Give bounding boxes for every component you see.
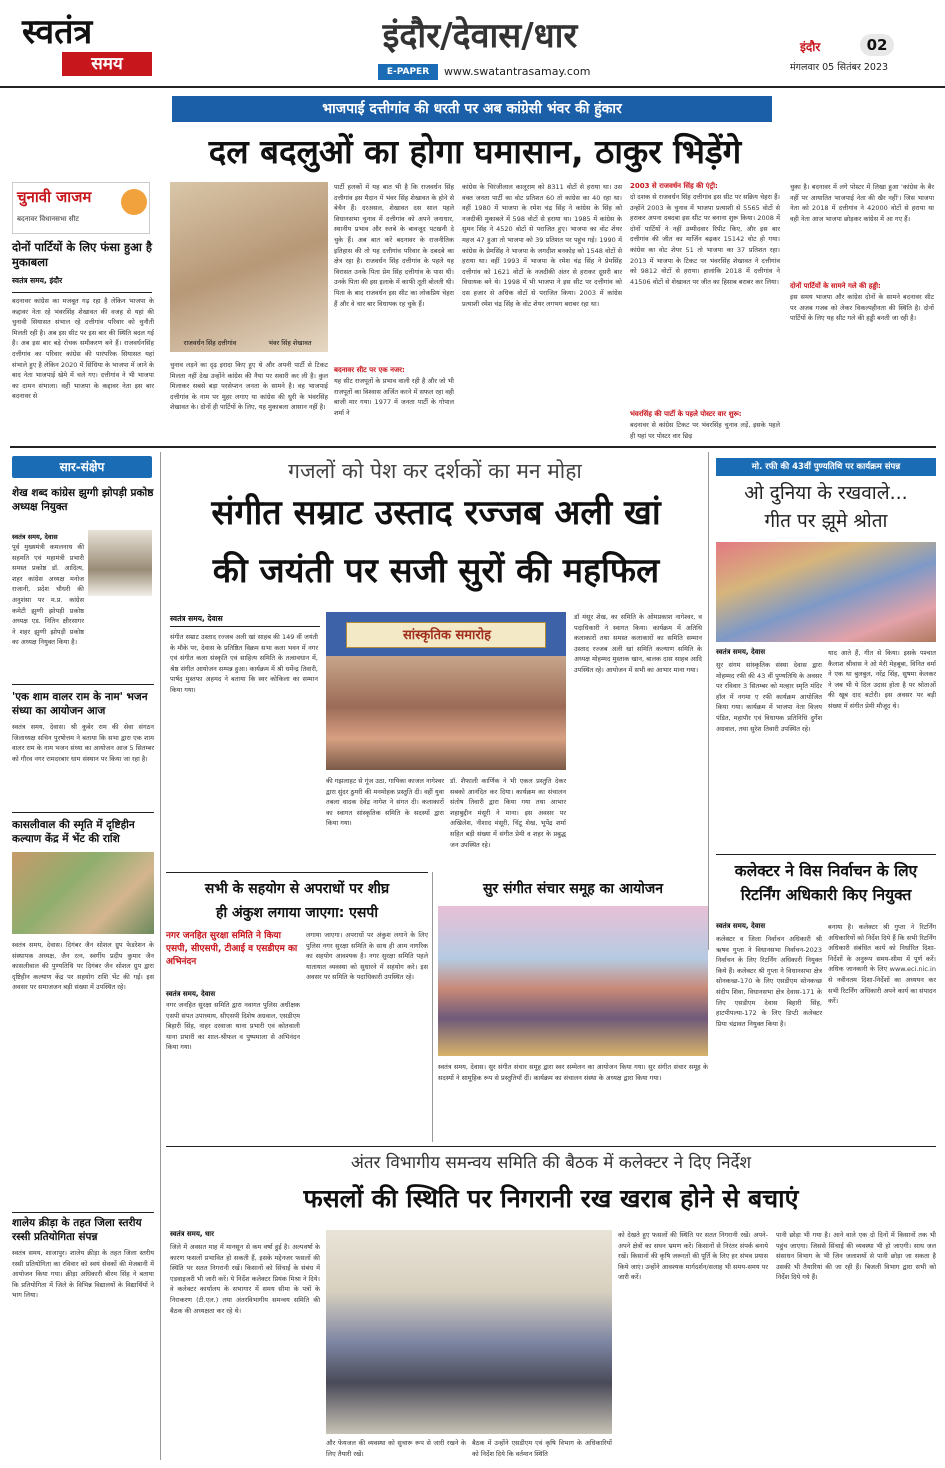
- sidebar-tag: [12, 456, 152, 478]
- website-link[interactable]: www.swatantrasamay.com: [444, 65, 591, 78]
- sidebar-rule-2: [12, 812, 154, 813]
- rafi-headline-2: गीत पर झूमे श्रोता: [764, 510, 888, 532]
- photo-caption-right: भंवर सिंह शेखावत: [268, 339, 312, 347]
- sp-byline: स्वतंत्र समय, देवास: [166, 990, 216, 998]
- newspaper-logo[interactable]: [22, 12, 152, 78]
- sidebar-rule-1: [12, 684, 154, 685]
- photo-caption-left: राजवर्धन सिंह दत्तीगांव: [183, 339, 237, 347]
- sidebar-item1-text: पूर्व मुख्यमंत्री कमलनाथ की सहमति एवं महामंत्री प्रभारी समस्त प्रकोष्ठ डॉ. आदित्य, शहर कांग्रेस अध्यक्ष मनोज राजानी, प्रदेश चौधरी की अनुशंसा पर म.प्र. कांग्रेस कमेटी झुग्गी झोपड़ी प्रकोष्ठ अध्यक्ष एड. नितिन क्षीरसागर ने शहर झुग्गी झोपड़ी प्रकोष्ठ का अध्यक्ष नियुक्त किया है।: [12, 543, 84, 647]
- inter-dept-caption: और फेयजल की व्यवस्था को सुचारू रूप से जारी रखने के लिए तैयारी रखें।: [326, 1439, 466, 1458]
- top-story-col2: चुनाव लड़ने का दृढ़ इरादा किए हुए थे और अपनी पार्टी से टिकट मिलता नहीं देख उन्होंने कांग्रेस की नैया पर सवारी कर ली है। कुल मिलाकर सबसे बड़ा परसेप्शन जनता के सामने है। वह भाजपाई दत्तीगांव के नाम पर मुहर लगाए या कांग्रेस की धुरी के भंवरसिंह शेखावत के। दोनों ही पार्टियों के लिए, यह मुकाबला आसान नहीं है।: [170, 361, 328, 412]
- rafi-event-photo: [716, 542, 936, 642]
- section-divider-1: [10, 446, 936, 448]
- rafi-headline-1: ओ दुनिया के रखवाले...: [744, 482, 908, 504]
- music-story-headline-1: संगीत सम्राट उस्ताद रज्जब अली खां: [211, 493, 661, 533]
- collector-headline-1: कलेक्टर ने विस निर्वाचन के लिए: [734, 862, 918, 880]
- sp-col2: लगाया जाएगा। अपराधों पर अंकुश लगाने के लिए पुलिस नगर सुरक्षा समिति के साथ ही आम नागरिक का सहयोग आवश्यक है। नगर सुरक्षा समिति पहले यातायात व्यवस्था को सुधारने में सहयोग करे। इस अवसर पर समिति के पदाधिकारी उपस्थित रहे।: [306, 931, 428, 982]
- inter-dept-col2: को देखते हुए फसलों की स्थिति पर सतत निगरानी रखें। अपने-अपने क्षेत्रों का सघन भ्रमण करें। किसानों से निरंतर संपर्क बनाये रखें। किसानों की कृषि जरूरतों की पूर्ति के लिए हर संभव प्रयास किये जाएं। उन्होंने आवश्यक मार्गदर्शन/सलाह भी समय-समय पर जारी करें।: [618, 1231, 768, 1282]
- music-story-col1: संगीत सम्राट उस्ताद रज्जब अली खां साहब की 149 वीं जयंती के मौके पर, देवास के प्रतिष्ठित विक्रम सभा कला भवन में नगर एवं संगीत कला संस्कृति एवं साहित्य समिति के तत्वावधान में, श्रेष्ठ संगीत आयोजन सम्पन्न हुआ। कार्यक्रम में श्री धर्मेन्द्र तिवारी, पार्षद मुस्तफा अहमद ने बताया कि स्वर कोकिला का सम्मान किया गया।: [170, 633, 318, 694]
- byline-rule: [12, 292, 152, 293]
- sur-headline: सुर संगीत संचार समूह का आयोजन: [482, 881, 664, 897]
- top-story-col3b: यह सीट राजपूतों के प्रभाव वाली रही है और जो भी राजपूतों का विश्वास अर्जित करने में सफल रहा वही बाजी मार गया। 1977 में जनता पार्टी के गोपाल शर्मा ने: [334, 377, 454, 417]
- music-story-col2: की गझलाहट से गूंज उठा, गायिका काजल नागेश्वर द्वारा सुंदर ठुमरी की मनमोहक प्रस्तुति दी। वहीं युवा तबला वादक देवेंद्र नागेश ने संगत दी। कलाकारों का स्वागत सांस्कृतिक समिति के सदस्यों द्वारा किया गया।: [326, 777, 444, 828]
- sidebar-item4-text: स्वतंत्र समय, शाजापुर। शालेय क्रीड़ा के तहत जिला स्तरीय रस्सी प्रतियोगिता का रविवार को स्वयं सेवकों की मेजबानी में आयोजन किया गया। क्रीड़ा अधिकारी बीरम सिंह ने बताया कि प्रतियोगिता में जिले के विभिन्न विद्यालयों के विद्यार्थियों ने भाग लिया।: [12, 1249, 154, 1300]
- right-divider-1: [716, 854, 936, 855]
- top-story-byline: स्वतंत्र समय, इंदौर: [12, 276, 63, 285]
- mid-vertical-rule: [708, 452, 709, 950]
- top-story-headline: दल बदलुओं का होगा घमासान, ठाकुर भिड़ेंगे: [208, 132, 742, 171]
- rafi-story-tag: मो. रफी की 43वीं पुण्यतिथि पर कार्यक्रम संपन्न: [751, 462, 901, 472]
- collector-col1: कलेक्टर व जिला निर्वाचन अधिकारी श्री ऋषव गुप्ता ने विधानसभा निर्वाचन-2023 निर्वाचन के लिए रिटर्निंग अधिकारी नियुक्त किये हैं। कलेक्टर श्री गुप्ता ने विधानसभा क्षेत्र सोनकच्छ-170 के लिए एसडीएम सोनकच्छ संदीप शिवा, विधानसभा क्षेत्र देवास-171 के लिए एसडीएम देवास बिहारी सिंह, हाटपीपल्या-172 के लिए डिप्टी कलेक्टर प्रिया चंद्रावत नियुक्त किया है।: [716, 935, 822, 1028]
- page-number: 02: [860, 34, 894, 56]
- rafi-byline: स्वतंत्र समय, देवास: [716, 648, 766, 656]
- collector-col2: बनाया है। कलेक्टर श्री गुप्ता ने रिटर्निंग अधिकारियों को निर्देश दिये हैं कि सभी रिटर्निंग अधिकारी संबंधित कार्य को निर्धारित दिशा-निर्देशों के अनुरूप समय-सीमा में पूर्ण करें। अधिक जानकारी के लिए www.eci.nic.in से नवीनतम दिशा-निर्देशों का अध्ययन कर सभी रिटर्निंग अधिकारी अपने कार्य का संपादन करें।: [828, 923, 936, 1006]
- inter-dept-headline: फसलों की स्थिति पर निगरानी रख खराब होने से बचाएं: [303, 1184, 799, 1213]
- sp-subhead: नगर जनहित सुरक्षा समिति ने किया एसपी, सीएसपी, टीआई व एसडीएम का अभिनंदन: [166, 931, 298, 967]
- top-story-col1: बदनावर कांग्रेस का मजबूत गढ़ रहा है लेकिन भाजपा के कद्दावर नेता रहे भंवरसिंह शेखावत की वजह से यहां की चुनावी सियासत संभाल रहे दत्तीगांव परिवार को चुनौती मिलती रही है। अब इस सीट पर इस बार की स्थिति बदल गई है। अब इस बार बड़े रोचक समीकरण बने हैं। राजवर्धनसिंह दत्तीगांव का परिवार कांग्रेस की पारंपरिक सियासत यहां संभाले हुए है लेकिन 2020 में सिंधिया के भाजपा में जाने के बाद नेता भाजपाई खेमे में चले गए। दत्तीगांव ने भी भाजपा का दामन संभाला। वहीं भाजपा के कद्दावर नेता इस बार बदनावर से: [12, 297, 154, 401]
- sidebar-tag-text: सार-संक्षेप: [59, 460, 105, 474]
- rafi-col1: सुर संगम सांस्कृतिक संस्था देवास द्वारा मोहम्मद रफी की 43 वीं पुण्यतिथि के अवसर पर रविवार 3 सितम्बर को मल्हार स्मृति मंदिर हॉल में नगमा ए रफी कार्यक्रम आयोजित किया गया। कार्यक्रम में भाजपा नेता विजय पंडित, महापौर एवं विधायक प्रतिनिधि दुर्गेश अग्रवाल, तथा सुरेश तिवारी उपस्थित रहे।: [716, 661, 822, 733]
- epaper-label: E-PAPER: [378, 64, 438, 80]
- epaper-bar: [378, 64, 618, 80]
- sur-caption: स्वतंत्र समय, देवास। सुर संगीत संचार समूह द्वारा स्वर सम्मेलन का आयोजन किया गया। सुर संगीत संचार समूह के सदस्यों ने सामूहिक रूप से प्रस्तुतियाँ दीं। कार्यक्रम का संचालन संस्था के अध्यक्ष द्वारा किया गया।: [438, 1063, 708, 1082]
- inter-dept-kicker: अंतर विभागीय समन्वय समिति की बैठक में कलेक्टर ने दिए निर्देश: [350, 1153, 752, 1173]
- section-divider-2: [166, 1146, 936, 1147]
- top-story-col3: पार्टी हलकों में यह बात भी है कि राजवर्धन सिंह दत्तीगांव इस मैदान में भंवर सिंह शेखावत के होने से बेचैन हैं। दरअसल, शेखावत दस साल पहले विधानसभा चुनाव में दत्तीगांव को अपने जनाधार, स्थानीय प्रभाव और रुतबे के बावजूद पटखनी दे चुके हैं। अब बात करें बदनावर के राजनीतिक इतिहास की तो यह दत्तीगांव परिवार के दबदबे का क्षेत्र रहा है। राजवर्धन सिंह दत्तीगांव के पहले यह विरासत उनके पिता प्रेम सिंह दत्तीगांव के पास थी। उनके पिता की इस इलाके में काफी तूती बोलती थी। पिता के बाद राजवर्धन इस सीट का लोकप्रिय चेहरा हैं और वे चार बार विधायक रह चुके हैं।: [334, 183, 454, 308]
- top-story-kicker-bar: [172, 96, 772, 122]
- sur-group-photo: [438, 906, 708, 1056]
- page-info: [790, 34, 920, 76]
- sidebar-item3-photo: [12, 852, 154, 934]
- top-story-col5b: बदनावर से कांग्रेस टिकट पर भंवरसिंह चुनाव लड़ें, इसके पहले ही यहां पर पोस्टर वार छिड़: [630, 421, 780, 440]
- chunavi-jajam-sub: बदनावर विधानसभा सीट: [17, 215, 79, 223]
- music-event-photo: [326, 612, 566, 770]
- rafi-story-tag-bar: [716, 458, 936, 476]
- top-story-col6-subhead: दोनों पार्टियों के सामने गले की हड्डी:: [790, 282, 881, 290]
- sidebar-rule-3: [12, 1212, 154, 1213]
- top-story-col3-subhead: बदनावर सीट पर एक नजर:: [334, 366, 405, 374]
- top-story-kicker: भाजपाई दत्तीगांव की धरती पर अब कांग्रेसी भंवर की हुंकार: [322, 101, 622, 117]
- top-story-col6b: इस समय भाजपा और कांग्रेस दोनों के सामने बदनावर सीट पर अजब गजब को लेकर विकल्पहीनता की स्थिति है। दोनों पार्टियों के लिए यह सीट गले की हड्डी बनती जा रही है।: [790, 293, 934, 323]
- logo-top-text: स्वतंत्र: [22, 12, 93, 52]
- collector-headline-2: रिटर्निंग अधिकारी किए नियुक्त: [740, 886, 912, 904]
- logo-bottom-badge: [62, 52, 152, 76]
- masthead: [0, 0, 945, 88]
- music-story-byline: स्वतंत्र समय, देवास: [170, 614, 223, 623]
- top-story-col6: चुका है। बदनावर में लगे पोस्टर में लिखा हुआ 'कांग्रेस के बैर नहीं पर आयातित भाजपाई नेता की खैर नहीं'। जिस भाजपा नेता को 2018 में दत्तीगांव ने 42000 वोटों से हराया था वही नेता आज भाजपा छोड़कर कांग्रेस में आ गए हैं।: [790, 183, 934, 223]
- city-label: इंदौर: [800, 40, 821, 54]
- top-story-col5-subhead2: भंवरसिंह की पार्टी के पहले पोस्टर वार शुरू:: [630, 410, 742, 418]
- issue-date: मंगलवार 05 सितंबर 2023: [790, 62, 889, 73]
- collector-byline: स्वतंत्र समय, देवास: [716, 922, 766, 930]
- politicians-photo: [170, 182, 328, 352]
- sidebar-item2-text: स्वतंत्र समय, देवास। श्री कुबेर राम की सेवा संगठन जिलाध्यक्ष सचिन पुरषोत्तम ने बताया कि सभा द्वारा एक शाम वालर राम के नाम भजन संध्या का आयोजन आज 5 सितम्बर को गौरव नगर रामदरबार धाम संस्थान पर किया जा रहा है।: [12, 723, 154, 763]
- inter-dept-byline: स्वतंत्र समय, धार: [170, 1230, 214, 1238]
- chunavi-jajam-logo: [12, 182, 150, 234]
- music-event-banner-text: सांस्कृतिक समारोह: [403, 628, 491, 643]
- music-story-col3: डॉ. शैफाली कार्णिक ने भी एकल प्रस्तुति देकर सबको आनंदित कर दिया। कार्यक्रम का संचालन संतोष तिवारी द्वारा किया गया तथा आभार शहाबुद्दीन मंसूरी ने माना। इस अवसर पर अखिलेश, नीशाद मंसूरी, चिंटू शेख, भूपेंद्र शर्मा सहित बड़ी संख्या में संगीत प्रेमी व शहर के प्रबुद्ध जन उपस्थित रहे।: [450, 777, 566, 849]
- inter-dept-caption2: बैठक में उन्होंने एसडीएम एवं कृषि विभाग के अधिकारियों को निर्देश दिये कि वर्तमान स्थिति: [472, 1439, 612, 1458]
- chunavi-jajam-title: चुनावी जाजम: [17, 188, 92, 206]
- edition-title: इंदौर/देवास/धार: [382, 16, 578, 56]
- music-byline-rule: [170, 626, 320, 627]
- top-story-col5-subhead: 2003 से राजवर्धन सिंह की एंट्री:: [630, 182, 718, 190]
- sidebar-item1-title: शेख शब्द कांग्रेस झुग्गी झोपड़ी प्रकोष्ठ अध्यक्ष नियुक्त: [12, 487, 154, 513]
- inter-dept-col3: पानी छोड़ा भी गया है। आने वाले एक दो दिनों में किसानों तक भी पहुंच जाएगा। जिससे सिंचाई की व्यवस्था भी हो जाएगी। साथ जल संसाधन विभाग के भी जिन जलाशयों से पानी छोड़ा जा सकता है उसकी भी तैयारियां की जा रही हैं। बिजली विभाग द्वारा सभी को निर्देश दिये गये हैं।: [776, 1231, 936, 1282]
- meeting-photo: [326, 1230, 612, 1434]
- sp-top-rule: [166, 872, 428, 873]
- sidebar-item4-title: शालेय क्रीड़ा के तहत जिला स्तरीय रस्सी प्रतियोगिता संपन्न: [12, 1217, 142, 1243]
- music-story-headline-2: की जयंती पर सजी सुरों की महफिल: [212, 551, 660, 591]
- logo-bottom-text: समय: [91, 54, 123, 74]
- sidebar-item3-title: कासलीवाल की स्मृति में दृष्टिहीन कल्याण केंद्र में भेंट की राशि: [12, 819, 135, 845]
- mascot-icon: [121, 189, 147, 215]
- sidebar-item1-text-cont: [12, 604, 154, 674]
- sidebar-item1-portrait: [88, 530, 152, 596]
- inter-dept-col1: जिले में अवसत माह में मानसून से कम वर्षा हुई है। अल्पवर्षा के कारण फसलों प्रभावित हो सकती हैं, इसके मद्देनजर फसलों की स्थिति पर सतत निगरानी रखें। किसानों को सिंचाई के संबंध में एडवाइजरी भी जारी करें। ये निर्देश कलेक्टर प्रियंक मिश्रा ने दिये। वे कलेक्टर कार्यालय के सभागार में समय सीमा के पत्रों के निराकरण (टी.एल.) तथा अंतरविभागीय समन्वय समिति की बैठक की अध्यक्षता कर रहे थे।: [170, 1243, 320, 1315]
- sp-headline-2: ही अंकुश लगाया जाएगा: एसपी: [216, 905, 378, 921]
- sidebar-item3-text: स्वतंत्र समय, देवास। दिगंबर जैन सोशल ग्रुप फेडरेशन के संस्थापक अध्यक्ष, जैन रत्न, स्वर्गीय प्रदीप कुमार जैन कासलीवाल की पुण्यतिथि पर दिगंबर जैन सोशल ग्रुप द्वारा दृष्टिहीन कल्याण केंद्र पर सहयोग राशि भेंट की गई। इस अवसर पर समाजजन बड़ी संख्या में उपस्थित रहे।: [12, 941, 154, 992]
- masthead-divider: [0, 86, 945, 88]
- sp-headline-1: सभी के सहयोग से अपराधों पर शीघ्र: [204, 881, 390, 897]
- top-story-col5: दो दशक से राजवर्धन सिंह दत्तीगांव इस सीट पर सक्रिय चेहरा हैं। उन्होंने 2003 के चुनाव में भाजपा प्रत्याशी से 5565 वोटों से हराकर अपना दबदबा इस सीट पर बनाना शुरू किया। 2008 में दोनों पार्टियों ने नहीं उम्मीदवार रिपीट किए, और इस बार दत्तीगांव की जीत का मार्जिन बढ़कर 15142 वोट हो गया। कांग्रेस का वोट शेयर 51 तो भाजपा का 37 प्रतिशत रहा। 2013 में भाजपा के टिकट पर भंवरसिंह शेखावत ने दत्तीगांव को 9812 वोटों से हराया। हालांकि 2018 में दत्तीगांव ने 41506 वोटों से शेखावत पर जीत का हिसाब बराबर कर लिया।: [630, 193, 780, 286]
- sidebar-item2-title: 'एक शाम वालर राम के नाम' भजन संध्या का आयोजन आज: [12, 691, 148, 717]
- music-story-kicker: गजलों को पेश कर दर्शकों का मन मोहा: [288, 459, 582, 483]
- sp-sur-vertical-rule: [432, 872, 433, 1142]
- music-event-banner: [346, 622, 546, 648]
- sp-col1: नगर जनहित सुरक्षा समिति द्वारा नवागत पुलिस अधीक्षक एसपी संपत उपाध्याय, सीएसपी दिशेष अग्रवाल, एसडीएम बिहारी सिंह, नाहर दरवाजा थाना प्रभारी एवं कोतवाली थाना प्रभारी का शाल-श्रीफल व पुष्पमाला से अभिनंदन किया गया।: [166, 1001, 301, 1052]
- music-story-col4: डॉ मंसूर शेख, का समिति के ओमप्रकाश नागेश्वर, व पदाधिकारी ने स्वागत किया। कार्यक्रम में अतिथि कलाकारों तथा समस्त कलाकारों का समिति सम्मान उस्ताद रज्जब अली खां समिति कल्याण समिति के अध्यक्ष मोहम्मद मुस्ताक खान, बालक दास साहब आदि उपस्थित रहे। आयोजन में सभी का आभार माना गया।: [574, 613, 702, 674]
- sidebar-item1-byline: स्वतंत्र समय, देवास: [12, 533, 58, 541]
- top-story-col4: कांग्रेस के चिरंजीलाल कालूराम को 8311 वोटों से हराया था। उस वक्त जनता पार्टी का वोट प्रतिशत 60 तो कांग्रेस का 40 रहा था। वहीं 1980 में भाजपा के रमेश चंद्र सिंह ने कांग्रेस के सिंह को नजदीकी मुकाबले में 598 वोटों से हराया था। 1985 में कांग्रेस के सुमन सिंह ने 4520 वोटों से पराजित हुए। भाजपा का वोट शेयर महज 47 हुआ तो भाजपा को 39 प्रतिशत पर पहुंच गई। 1990 में कांग्रेस के प्रेमसिंह ने भाजपा के जगदीश बनकोड़ को 1548 वोटों से हराया था। वहीं 1993 में भाजपा के रमेश चंद्र सिंह ने प्रेमसिंह दत्तीगांव को 1621 वोटों के नजदीकी अंतर से हराकर दूसरी बार विधायक बने थे। 1998 में भी भाजपा ने इस सीट पर दत्तीगांव को दस हजार से अधिक वोटों से पराजित किया। 2003 में कांग्रेस प्रत्याशी रमेश चंद्र सिंह के वोट शेयर लगभग बराबर रहा था।: [462, 183, 622, 308]
- top-story-subhead: दोनों पार्टियों के लिए फंसा हुआ है मुकाबला: [12, 240, 152, 269]
- sidebar-vertical-rule: [160, 452, 161, 1460]
- rafi-col2: याद आते हैं, गीत से किया। इसके पश्चात कैलाश श्रीवास ने ओ मेरी मेहबूबा, विनित वर्मा ने एक था बुलबुल, नरेंद्र सिंह, सुषमा केलकर ने जब भी ये दिल उदास होता है पर श्रोताओं की खूब दाद बटोरी। इस अवसर पर बड़ी संख्या में संगीत प्रेमी मौजूद थे।: [828, 649, 936, 710]
